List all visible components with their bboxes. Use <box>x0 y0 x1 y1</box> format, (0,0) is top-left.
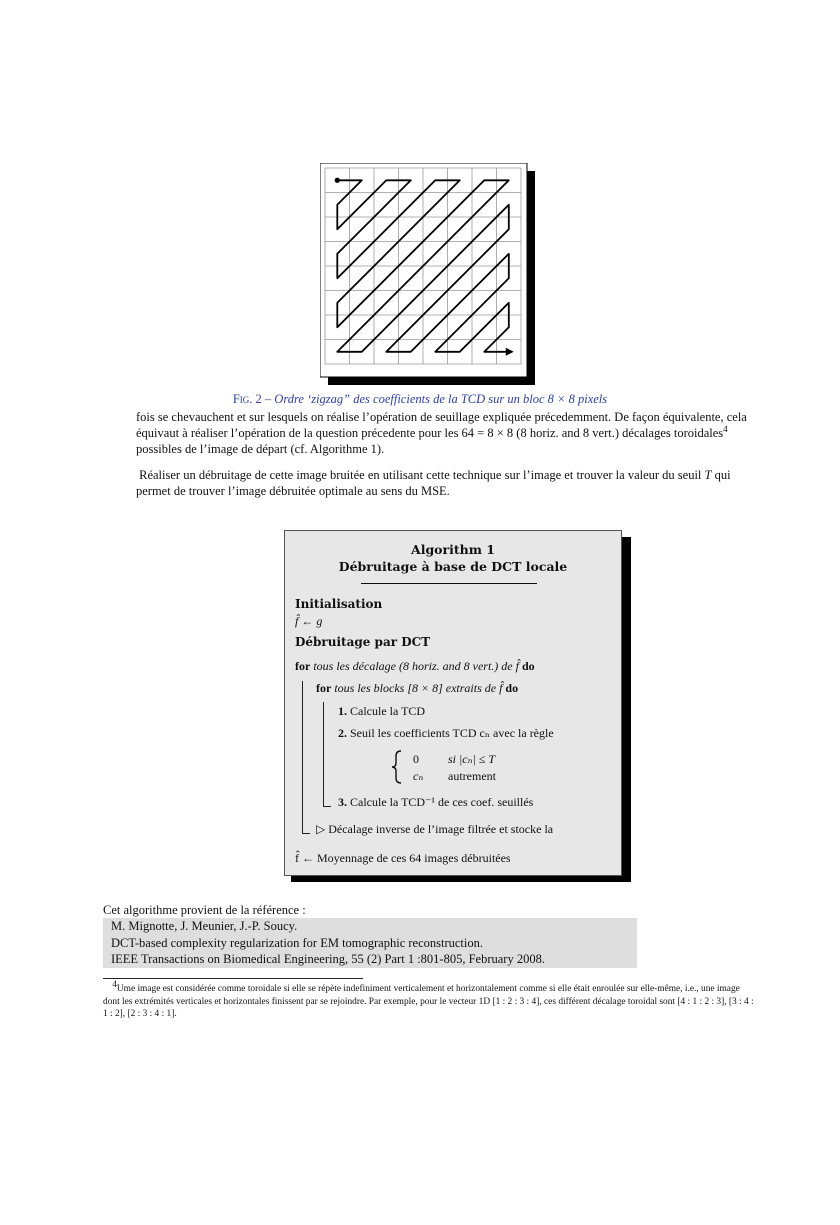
step-1-number: 1. <box>338 704 347 718</box>
step-2 <box>338 726 554 741</box>
shift-back-line: ▷ Décalage inverse de l’image filtrée et stocke la <box>316 822 554 836</box>
for-inner-do: do <box>505 681 519 695</box>
case-2-value: cₙ <box>413 769 424 783</box>
algorithm-title: Débruitage à base de DCT locale <box>338 559 568 574</box>
outer-loop-end <box>302 833 310 834</box>
footnote-ref: 4 <box>723 423 728 434</box>
for-outer-keyword: for <box>295 659 311 673</box>
caption-text: Ordre ‘zigzag” des coefficients de la TCD sur un bloc 8 × 8 pixels <box>274 392 608 406</box>
step-3-number: 3. <box>338 795 347 809</box>
zigzag-start-dot <box>335 178 340 183</box>
step-2-text: Seuil les coefficients TCD cₙ avec la règle <box>350 726 554 740</box>
footnote-rule <box>103 978 363 979</box>
step-3-text: Calcule la TCD⁻¹ de ces coef. seuillés <box>350 795 534 809</box>
for-outer <box>295 659 535 674</box>
reference-journal: IEEE Transactions on Biomedical Engineering, 55 (2) Part 1 :801-805, February 2008. <box>111 952 545 966</box>
for-inner <box>316 681 518 696</box>
reference-authors: M. Mignotte, J. Meunier, J.-P. Soucy. <box>111 919 298 933</box>
figure-caption <box>0 392 840 407</box>
cases-brace <box>390 750 404 784</box>
init-assign: f̂ ← g <box>295 614 323 628</box>
zigzag-diagram <box>320 163 535 385</box>
for-inner-keyword: for <box>316 681 332 695</box>
footnote-mark: 4 <box>112 978 117 989</box>
figure-frame <box>320 163 527 377</box>
algorithm-number: Algorithm 1 <box>411 542 495 557</box>
for-inner-text: tous les blocks [8 × 8] extraits de f̂ <box>334 681 503 695</box>
paragraph-2 <box>136 467 758 499</box>
paragraph-2-b: qui permet de trouver l’image débruitée optimale au sens du MSE. <box>136 468 731 498</box>
algorithm-title-rule <box>361 583 537 584</box>
case-1-value: 0 <box>413 752 419 766</box>
final-average: f̂ ← Moyennage de ces 64 images débruitées <box>295 851 511 865</box>
paragraph-1 <box>136 409 758 457</box>
inner-loop-end <box>323 806 331 807</box>
zigzag-figure <box>320 163 535 385</box>
reference-box <box>103 918 637 968</box>
reference-title: DCT-based complexity regularization for EM tomographic reconstruction. <box>111 935 484 950</box>
paragraph-2-T: T <box>704 468 712 482</box>
init-heading: Initialisation <box>295 597 383 611</box>
outer-loop-bar <box>302 681 303 833</box>
case-1-condition: si |cₙ| ≤ T <box>448 752 496 766</box>
step-1-text: Calcule la TCD <box>350 704 426 718</box>
inner-loop-bar <box>323 702 324 806</box>
paragraph-1-text: fois se chevauchent et sur lesquels on réalise l’opération de seuillage expliquée précedemment. De façon équivalente, cela équivaut à réaliser l’opération de la question précedente pour les 64 = 8 × 8 (8 horiz. and 8 vert.) décalages toroidales <box>136 410 747 440</box>
step-1 <box>338 704 425 719</box>
step-3 <box>338 795 533 810</box>
caption-prefix: Fig. 2 – <box>232 392 275 406</box>
dct-heading: Débruitage par DCT <box>295 635 431 649</box>
step-2-number: 2. <box>338 726 347 740</box>
algorithm-box <box>284 530 622 876</box>
paragraph-2-a: Réaliser un débruitage de cette image bruitée en utilisant cette technique sur l’image et trouver la valeur du seuil <box>139 468 705 482</box>
reference-intro: Cet algorithme provient de la référence : <box>103 903 306 917</box>
for-outer-text: tous les décalage (8 horiz. and 8 vert.) de f̂ <box>313 659 519 673</box>
footnote <box>103 978 758 1021</box>
for-outer-do: do <box>521 659 535 673</box>
footnote-text: Ume image est considérée comme toroidale si elle se répète indefiniment verticalement et horizontalement comme si elle était enroulée sur elle-même, i.e., une image dont les extrémités verticales et horizontales finissent par se rejoindre. Par exemple, pour le vecteur 1D [1 : 2 : 3 : 4], ces différent décalage toroidal sont [4 : 1 : 2 : 3], [3 : 4 : 1 : 2], [2 : 3 : 4 : 1]. <box>103 984 754 1019</box>
case-2-condition: autrement <box>448 769 496 783</box>
paragraph-1-tail: possibles de l’image de départ (cf. Algorithme 1). <box>136 442 385 456</box>
